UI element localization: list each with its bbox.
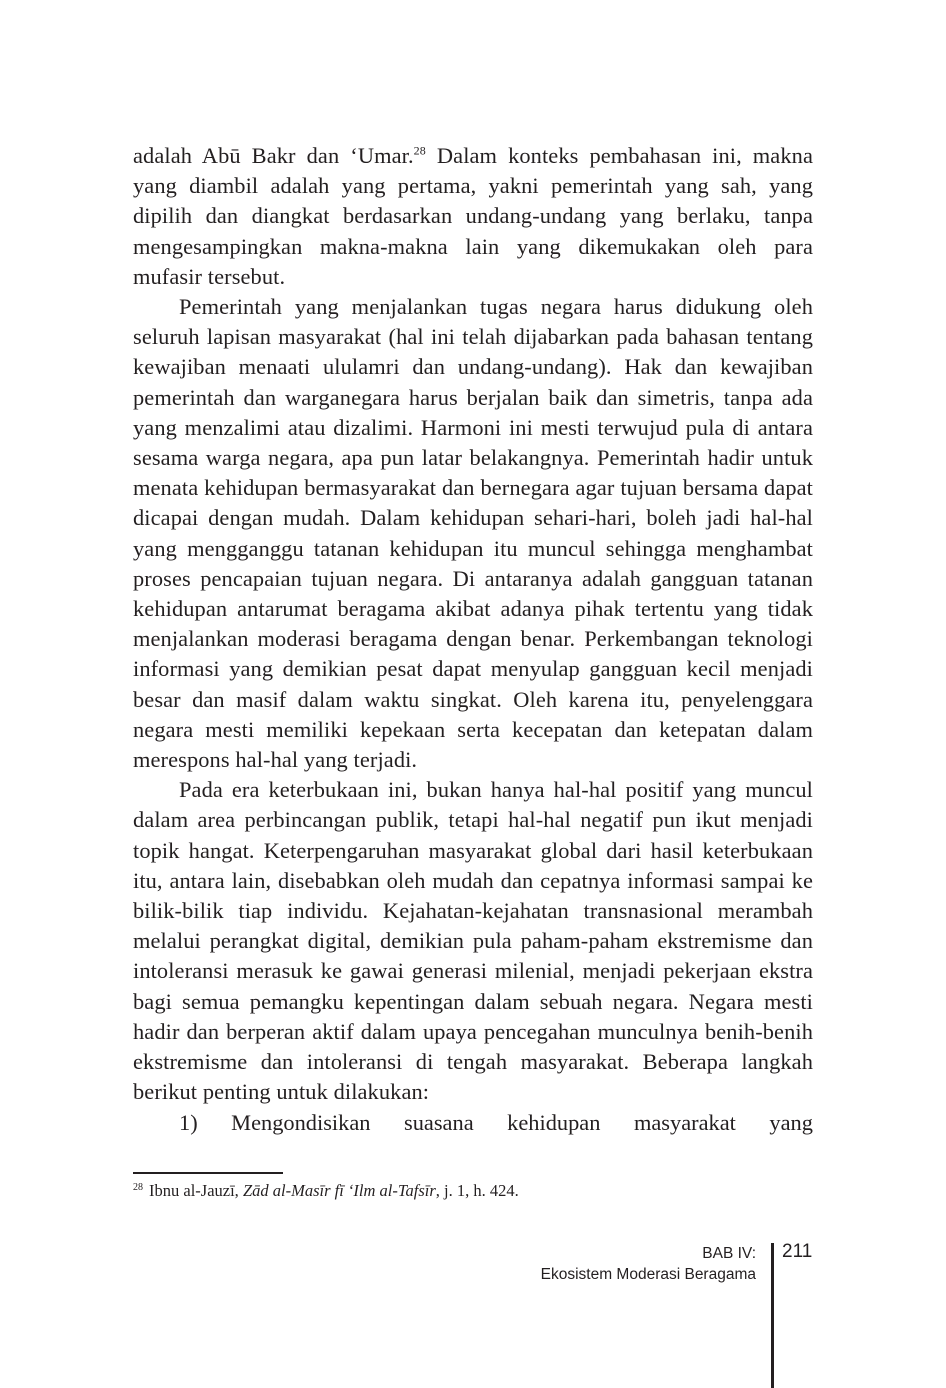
list-item-1-word: Mengondisikan bbox=[231, 1109, 371, 1135]
paragraph-3: Pada era keterbukaan ini, bukan hanya hal-hal positif yang muncul dalam area perbincangan publik, tetapi hal-hal negatif pun ikut menjadi topik hangat. Keterpengaruhan masyarakat global dari hasil keterbukaan itu, antara lain, disebabkan oleh mudah dan cepatnya informasi sampai ke bilik-bilik tiap individu. Kejahatan-kejahatan transnasional merambah melalui perangkat digital, demikian pula paham-paham ekstremisme dan intoleransi merasuk ke gawai generasi milenial, menjadi pekerjaan ekstra bagi semua pemangku kepentingan dalam sebuah negara. Negara mesti hadir dan berperan aktif dalam upaya pencegahan munculnya benih-benih ekstremisme dan intoleransi di tengah masyarakat. Beberapa langkah berikut penting untuk dilakukan: bbox=[133, 777, 813, 1105]
footnote-title: Zād al-Masīr fī ‘Ilm al-Tafsīr bbox=[242, 1181, 436, 1200]
footnote-author: Ibnu al-Jauzī, bbox=[149, 1181, 243, 1200]
list-item-1-word: masyarakat bbox=[633, 1109, 736, 1135]
footnote bbox=[133, 1180, 813, 1202]
chapter-title: Ekosistem Moderasi Beragama bbox=[540, 1266, 756, 1283]
page-number: 211 bbox=[782, 1241, 813, 1262]
list-item-1-word: kehidupan bbox=[507, 1109, 601, 1135]
list-item-1-word: yang bbox=[769, 1109, 813, 1135]
footnote-reference[interactable]: 28 bbox=[413, 143, 426, 158]
paragraph-2: Pemerintah yang menjalankan tugas negara harus didukung oleh seluruh lapisan masyarakat (hal ini telah dijabarkan pada bahasan tentang kewajiban menaati ululamri dan undang-undang). Hak dan kewajiban pemerintah dan warganegara harus berjalan baik dan simetris, tanpa ada yang menzalimi atau dizalimi. Harmoni ini mesti terwujud pula di antara sesama warga negara, apa pun latar belakangnya. Pemerintah hadir untuk menata kehidupan bermasyarakat dan bernegara agar tujuan bersama dapat dicapai dengan mudah. Dalam kehidupan sehari-hari, boleh jadi hal-hal yang mengganggu tatanan kehidupan itu muncul sehingga menghambat proses pencapaian tujuan negara. Di antaranya adalah gangguan tatanan kehidupan antarumat beragama akibat adanya pihak tertentu yang tidak menjalankan moderasi beragama dengan benar. Perkembangan teknologi informasi yang demikian pesat dapat menyulap gangguan kecil menjadi besar dan masif dalam waktu singkat. Oleh karena itu, penyelenggara negara mesti memiliki kepekaan serta kecepatan dan ketepatan dalam merespons hal-hal yang terjadi. bbox=[133, 294, 813, 773]
chapter-label: BAB IV: bbox=[702, 1245, 756, 1262]
footnote-details: , j. 1, h. 424. bbox=[435, 1181, 519, 1200]
paragraph-1-text-a: adalah Abū Bakr dan ‘Umar. bbox=[133, 143, 414, 168]
main-text bbox=[133, 141, 813, 1138]
footer-vertical-rule bbox=[771, 1243, 774, 1388]
running-footer bbox=[541, 1243, 756, 1285]
footnote-number: 28 bbox=[133, 1181, 143, 1193]
list-item-1-word: suasana bbox=[404, 1109, 474, 1135]
paragraph-1 bbox=[133, 141, 813, 292]
footnote-divider bbox=[133, 1172, 283, 1174]
list-item-1 bbox=[133, 1108, 813, 1138]
paragraph-1-text-b: Dalam konteks pembahasan ini, makna yang diambil adalah yang pertama, yakni pemerintah yang sah, yang dipilih dan diangkat berdasarkan undang-undang yang berlaku, tanpa mengesampingkan makna-makna lain yang dikemukakan oleh para mufasir tersebut. bbox=[133, 143, 813, 289]
list-item-1-number: 1) bbox=[179, 1109, 198, 1135]
